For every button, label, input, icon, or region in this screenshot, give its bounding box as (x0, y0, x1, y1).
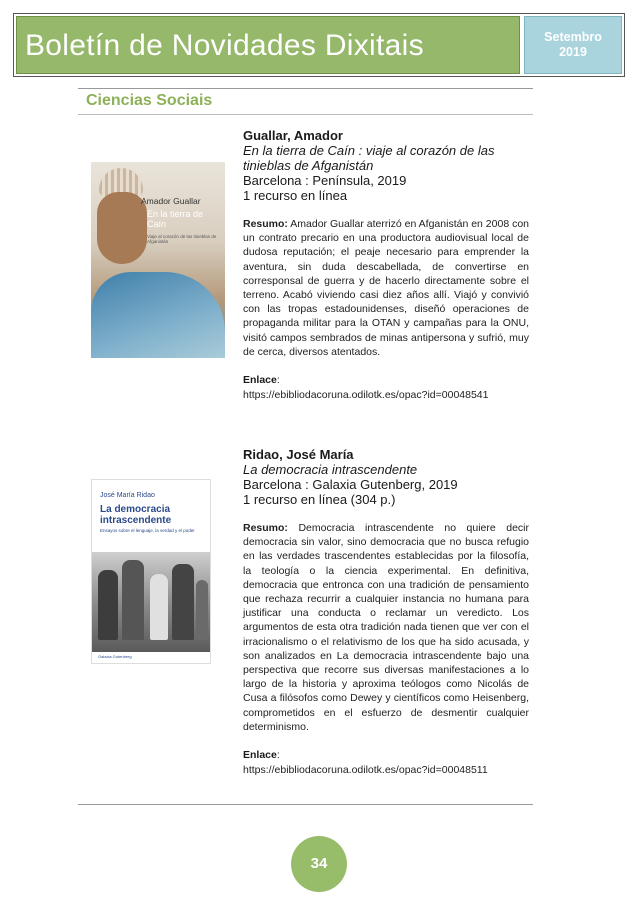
section-divider-top (78, 88, 533, 89)
summary-text: Democracia intrascendente no quiere decir democracia sin valor, sino democracia que no busca refugio en las verdades trascendentes establecidas por la filosofía, la teología o la ciencia experimental. En definitiva, democracia que entronca con una tradición de pensamiento que rechaza recurrir a cualquier instancia no humana para justificar una conducta o reclamar un veredicto. Los argumentos de esta otra tradición nada tienen que ver con el irracionalismo o el relativismo de los que ha sido acusada, y son analizados en La democracia intrascendente bajo una perspectiva que recorre sus diversas manifestaciones a lo largo de la historia y aproxima teólogos como Nicolás de Cusa a filósofos como Dewey y científicos como Heisenberg, comprometidos en el esfuerzo de desmentir cualquier determinismo. (243, 522, 529, 733)
cover-title: En la tierra de Caín (147, 209, 204, 229)
entry-extent: 1 recurso en línea (243, 188, 348, 203)
summary-text: Amador Guallar aterrizó en Afganistán en 2008 con un contrato precario en una productora audiovisual local de dudosa reputación; el peaje necesario para emprender la aventura, sin duda descabellada, de convertirse en corresponsal de guerra y de hacerlo directamente sobre el terreno. Acabó viviendo casi diez años allí. Viajó y convivió con las tropas estadounidenses, diseñó operaciones de propaganda militar para la OTAN y campañas para la ONU, visitó campos sembrados de minas antipersona y sufrió, muy de cerca, diversos atentados. (243, 218, 530, 358)
header-date-box (524, 16, 622, 74)
cover-figure (122, 560, 144, 640)
section-divider (78, 114, 533, 115)
cover-publisher: Galaxia Gutenberg (98, 654, 132, 659)
cover-author: Amador Guallar (141, 196, 201, 206)
cover-subtitle: Ensayos sobre el lenguaje, la verdad y el poder (100, 528, 195, 533)
entry-extent: 1 recurso en línea (304 p.) (243, 492, 396, 507)
section-title: Ciencias Sociais (86, 92, 213, 109)
book-entry-1 (243, 128, 529, 402)
cover-figure (172, 564, 194, 640)
link-label: Enlace: (243, 749, 280, 762)
book-cover-2[interactable] (91, 479, 211, 664)
date-month: Setembro (544, 30, 602, 44)
link-label: Enlace: (243, 374, 280, 387)
entry-summary (243, 217, 529, 359)
page-number: 34 (291, 836, 347, 892)
bottom-divider (78, 804, 533, 805)
bulletin-title: Boletín de Novidades Dixitais (25, 29, 424, 62)
entry-imprint: Barcelona : Galaxia Gutenberg, 2019 (243, 477, 458, 492)
entry-summary (243, 521, 529, 734)
cover-subtitle: Viaje al corazón de las tinieblas de Afganistán (147, 234, 217, 244)
book-cover-1[interactable] (91, 162, 225, 358)
cover-cloth-graphic (91, 272, 225, 358)
cover-author: José María Ridao (100, 492, 155, 499)
entry-title: La democracia intrascendente (243, 462, 418, 477)
entry-title: En la tierra de Caín : viaje al corazón de las tinieblas de Afganistán (243, 143, 495, 173)
entry-author: Guallar, Amador (243, 128, 343, 143)
entry-imprint: Barcelona : Península, 2019 (243, 173, 407, 188)
cover-figure (150, 574, 168, 640)
header-title-box (16, 16, 520, 74)
summary-label: Resumo: (243, 218, 288, 230)
bulletin-header (13, 13, 625, 77)
cover-photo (92, 552, 210, 652)
entry-author: Ridao, José María (243, 447, 354, 462)
cover-title: La democracia intrascendente (100, 504, 172, 526)
cover-figure (98, 570, 118, 640)
cover-face-graphic (97, 192, 147, 264)
date-year: 2019 (559, 45, 587, 59)
entry-link[interactable]: https://ebibliodacoruna.odilotk.es/opac?id=00048541 (243, 389, 489, 402)
cover-figure (196, 580, 208, 640)
entry-link[interactable]: https://ebibliodacoruna.odilotk.es/opac?id=00048511 (243, 764, 488, 777)
book-entry-2 (243, 447, 529, 777)
summary-label: Resumo: (243, 522, 288, 534)
